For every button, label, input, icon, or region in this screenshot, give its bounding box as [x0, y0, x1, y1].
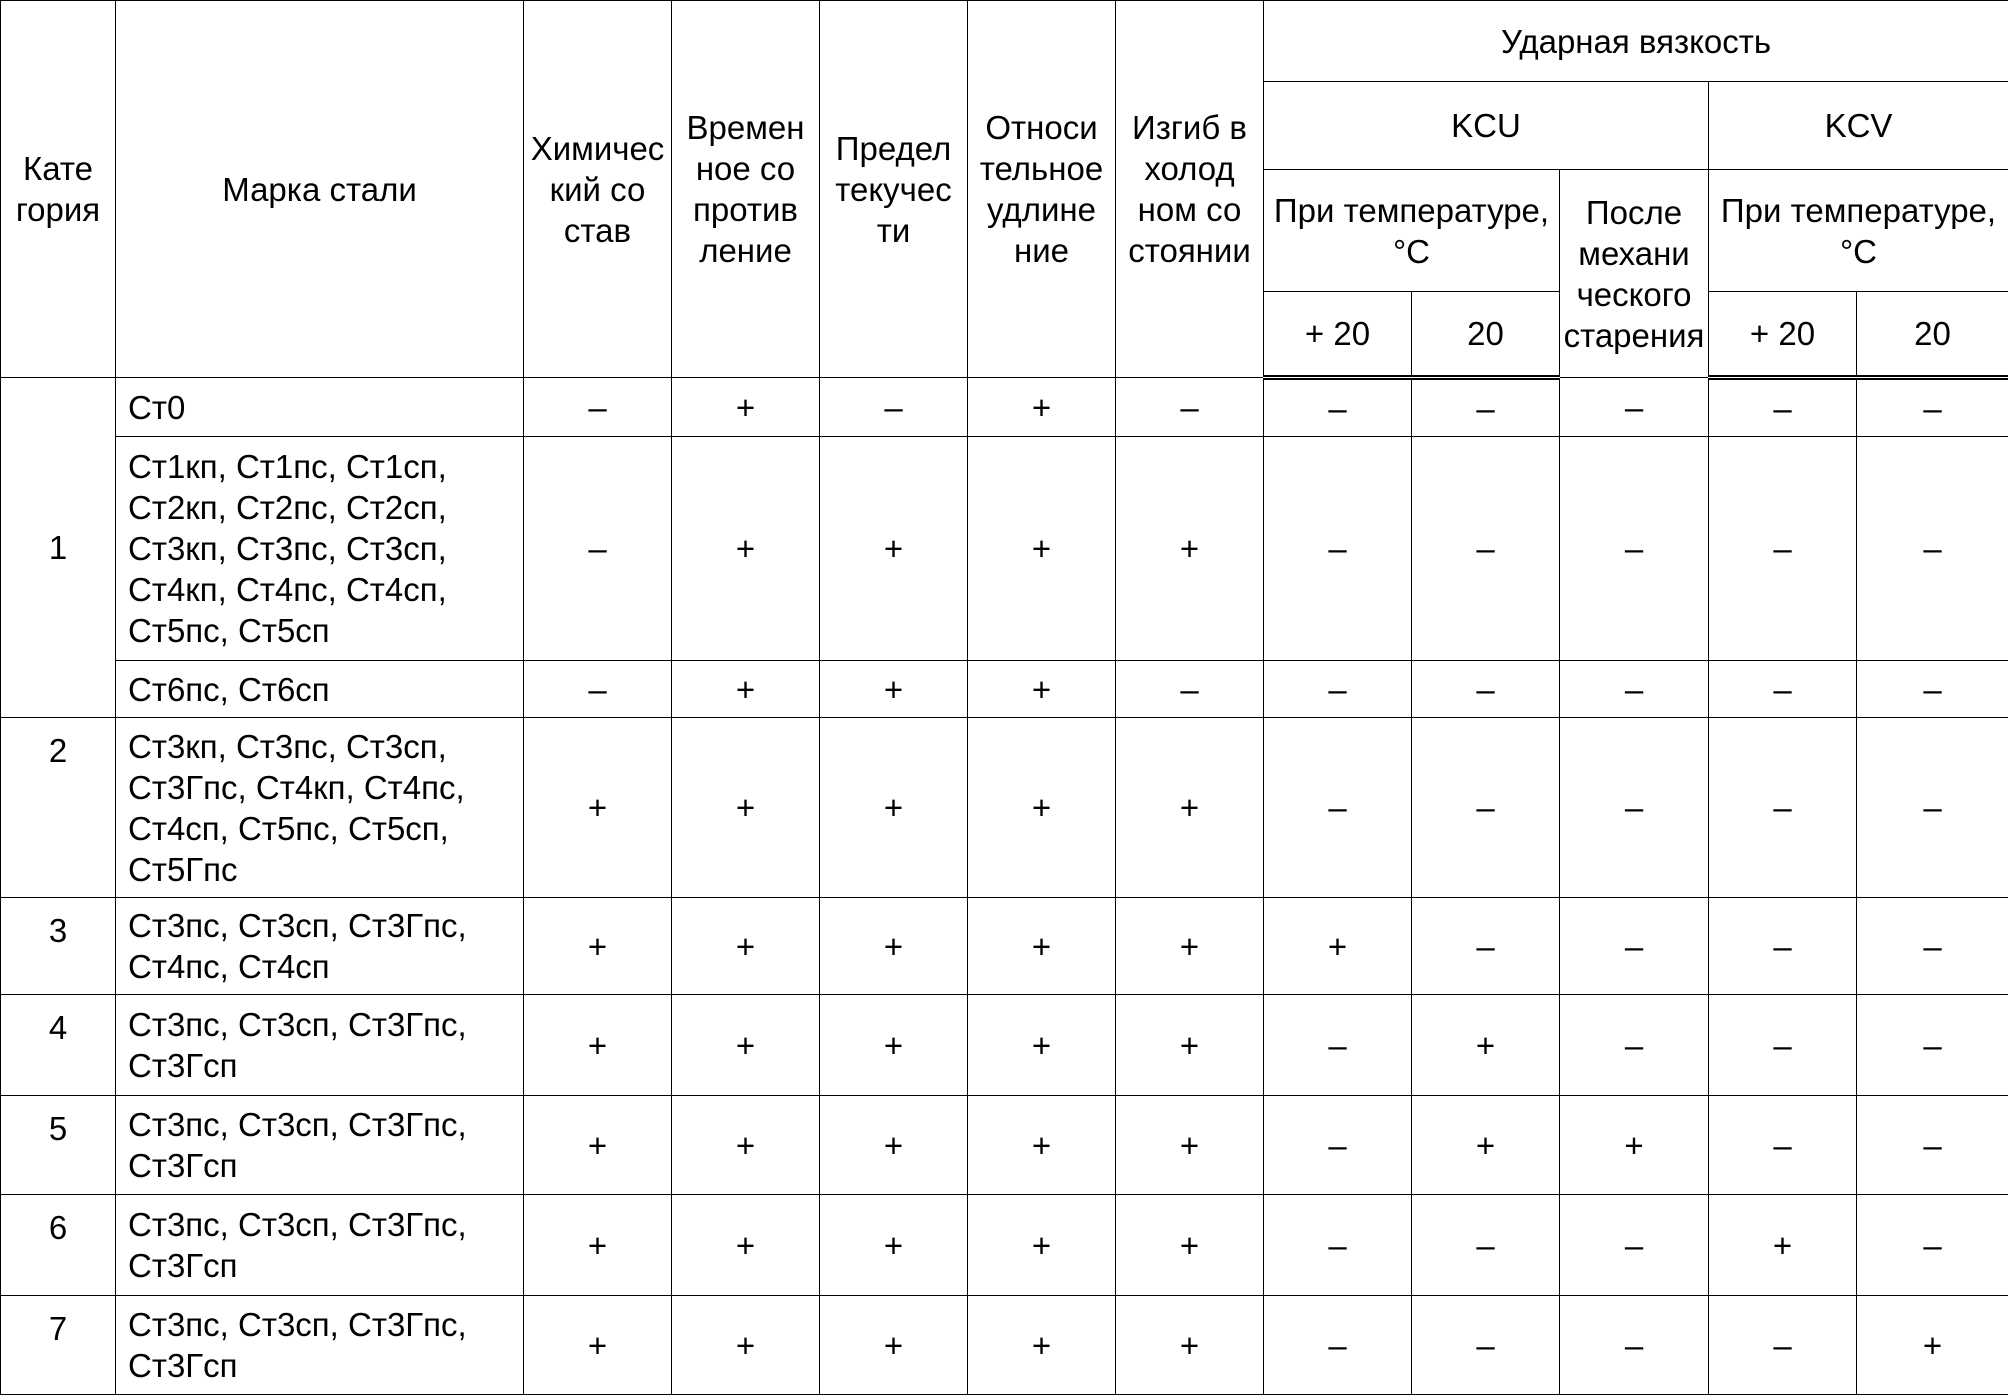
test-mark-cell: –	[1560, 1195, 1709, 1296]
test-mark-cell: –	[524, 661, 672, 718]
steel-grade-cell: Ст3пс, Ст3сп, Ст3Гпс, Ст3Гсп	[116, 1296, 524, 1395]
test-mark-cell: –	[1412, 1296, 1560, 1395]
category-cell: 5	[1, 1096, 116, 1195]
test-mark-cell: +	[524, 718, 672, 898]
test-mark-cell: –	[1560, 995, 1709, 1096]
test-mark-cell: +	[968, 661, 1116, 718]
test-mark-cell: –	[1709, 898, 1857, 995]
test-mark-cell: +	[968, 1296, 1116, 1395]
header-kcu-temperature: При температуре, °C	[1264, 170, 1560, 292]
test-mark-cell: –	[1857, 718, 2008, 898]
header-bend: Изгиб в холод ном со стоянии	[1116, 1, 1264, 378]
test-mark-cell: –	[1560, 898, 1709, 995]
test-mark-cell: –	[1709, 437, 1857, 661]
steel-grade-cell: Ст1кп, Ст1пс, Ст1сп, Ст2кп, Ст2пс, Ст2сп, Ст3кп, Ст3пс, Ст3сп, Ст4кп, Ст4пс, Ст4сп, Ст5пс, Ст5сп	[116, 437, 524, 661]
test-mark-cell: +	[524, 1096, 672, 1195]
test-mark-cell: +	[672, 1296, 820, 1395]
steel-grade-cell: Ст3пс, Ст3сп, Ст3Гпс, Ст3Гсп	[116, 995, 524, 1096]
header-tensile: Времен ное со против ление	[672, 1, 820, 378]
table-row	[1, 378, 2008, 437]
category-cell: 2	[1, 718, 116, 898]
header-elongation: Относи тельное удлине ние	[968, 1, 1116, 378]
steel-grade-cell: Ст3пс, Ст3сп, Ст3Гпс, Ст4пс, Ст4сп	[116, 898, 524, 995]
test-mark-cell: –	[1560, 437, 1709, 661]
test-mark-cell: +	[524, 898, 672, 995]
table-row	[1, 661, 2008, 718]
test-mark-cell: –	[1857, 661, 2008, 718]
test-mark-cell: –	[1264, 378, 1412, 437]
category-cell: 1	[1, 378, 116, 718]
test-mark-cell: +	[820, 1296, 968, 1395]
test-mark-cell: –	[1264, 718, 1412, 898]
test-mark-cell: +	[820, 718, 968, 898]
table-row	[1, 1096, 2008, 1195]
test-mark-cell: +	[968, 718, 1116, 898]
header-impact-strength: Ударная вязкость	[1264, 1, 2008, 82]
test-mark-cell: –	[1264, 1195, 1412, 1296]
test-mark-cell: +	[1116, 1195, 1264, 1296]
test-mark-cell: +	[1264, 898, 1412, 995]
test-mark-cell: +	[672, 1096, 820, 1195]
test-mark-cell: +	[820, 898, 968, 995]
steel-grade-cell: Ст3кп, Ст3пс, Ст3сп, Ст3Гпс, Ст4кп, Ст4пс, Ст4сп, Ст5пс, Ст5сп, Ст5Гпс	[116, 718, 524, 898]
test-mark-cell: –	[1857, 378, 2008, 437]
test-mark-cell: +	[968, 1195, 1116, 1296]
test-mark-cell: +	[1412, 1096, 1560, 1195]
test-mark-cell: –	[1560, 661, 1709, 718]
header-kcv-temp-2: 20	[1857, 292, 2008, 378]
steel-grade-cell: Ст3пс, Ст3сп, Ст3Гпс, Ст3Гсп	[116, 1096, 524, 1195]
test-mark-cell: –	[1857, 898, 2008, 995]
test-mark-cell: +	[524, 995, 672, 1096]
test-mark-cell: +	[524, 1195, 672, 1296]
test-mark-cell: +	[672, 898, 820, 995]
test-mark-cell: –	[1709, 995, 1857, 1096]
test-mark-cell: –	[1857, 1195, 2008, 1296]
test-mark-cell: +	[820, 437, 968, 661]
category-cell: 3	[1, 898, 116, 995]
test-mark-cell: +	[672, 718, 820, 898]
test-mark-cell: +	[672, 378, 820, 437]
test-mark-cell: –	[1709, 378, 1857, 437]
header-kcu-temp-2: 20	[1412, 292, 1560, 378]
test-mark-cell: –	[1264, 995, 1412, 1096]
test-mark-cell: –	[1264, 1296, 1412, 1395]
test-mark-cell: +	[672, 1195, 820, 1296]
header-kcv-temp-1: + 20	[1709, 292, 1857, 378]
header-kcu-temp-1: + 20	[1264, 292, 1412, 378]
test-mark-cell: +	[672, 661, 820, 718]
test-mark-cell: –	[1264, 1096, 1412, 1195]
test-mark-cell: +	[968, 995, 1116, 1096]
header-grade: Марка стали	[116, 1, 524, 378]
test-mark-cell: –	[1560, 378, 1709, 437]
test-mark-cell: +	[1116, 898, 1264, 995]
test-mark-cell: +	[524, 1296, 672, 1395]
test-mark-cell: +	[820, 1195, 968, 1296]
steel-grade-cell: Ст3пс, Ст3сп, Ст3Гпс, Ст3Гсп	[116, 1195, 524, 1296]
test-mark-cell: –	[1116, 661, 1264, 718]
test-mark-cell: +	[820, 1096, 968, 1195]
header-kcu-after-aging: После механи ческого старения	[1560, 170, 1709, 378]
table-row	[1, 1296, 2008, 1395]
header-row-1	[1, 1, 2008, 82]
test-mark-cell: +	[1116, 718, 1264, 898]
test-mark-cell: +	[968, 437, 1116, 661]
test-mark-cell: –	[1857, 1096, 2008, 1195]
steel-grade-cell: Ст0	[116, 378, 524, 437]
header-kcv: KCV	[1709, 82, 2008, 170]
test-mark-cell: –	[1264, 661, 1412, 718]
table-row	[1, 898, 2008, 995]
header-yield: Предел текучес ти	[820, 1, 968, 378]
category-cell: 6	[1, 1195, 116, 1296]
test-mark-cell: +	[1116, 1296, 1264, 1395]
test-mark-cell: –	[1560, 1296, 1709, 1395]
test-mark-cell: –	[1116, 378, 1264, 437]
test-mark-cell: –	[1857, 437, 2008, 661]
test-mark-cell: +	[1412, 995, 1560, 1096]
test-mark-cell: +	[672, 995, 820, 1096]
test-mark-cell: +	[1116, 437, 1264, 661]
test-mark-cell: +	[1116, 995, 1264, 1096]
test-mark-cell: +	[968, 1096, 1116, 1195]
test-mark-cell: +	[1857, 1296, 2008, 1395]
test-mark-cell: –	[524, 378, 672, 437]
test-mark-cell: –	[1709, 718, 1857, 898]
test-mark-cell: –	[1412, 1195, 1560, 1296]
test-mark-cell: –	[1709, 1096, 1857, 1195]
table-body	[1, 378, 2008, 1395]
steel-grade-cell: Ст6пс, Ст6сп	[116, 661, 524, 718]
test-mark-cell: –	[820, 378, 968, 437]
header-kcv-temperature: При температуре, °C	[1709, 170, 2008, 292]
test-mark-cell: –	[1412, 898, 1560, 995]
test-mark-cell: +	[820, 995, 968, 1096]
test-mark-cell: +	[1560, 1096, 1709, 1195]
test-mark-cell: –	[524, 437, 672, 661]
test-mark-cell: +	[1709, 1195, 1857, 1296]
table-row	[1, 718, 2008, 898]
test-mark-cell: +	[820, 661, 968, 718]
test-mark-cell: +	[1116, 1096, 1264, 1195]
test-mark-cell: –	[1412, 378, 1560, 437]
test-mark-cell: –	[1264, 437, 1412, 661]
test-mark-cell: –	[1560, 718, 1709, 898]
category-cell: 7	[1, 1296, 116, 1395]
test-mark-cell: +	[672, 437, 820, 661]
table-row	[1, 995, 2008, 1096]
test-mark-cell: –	[1709, 661, 1857, 718]
test-mark-cell: –	[1412, 718, 1560, 898]
test-mark-cell: –	[1412, 437, 1560, 661]
test-mark-cell: –	[1857, 995, 2008, 1096]
test-mark-cell: +	[968, 898, 1116, 995]
test-mark-cell: –	[1709, 1296, 1857, 1395]
category-cell: 4	[1, 995, 116, 1096]
table-row	[1, 437, 2008, 661]
table-row	[1, 1195, 2008, 1296]
header-kcu: KCU	[1264, 82, 1709, 170]
test-mark-cell: –	[1412, 661, 1560, 718]
test-mark-cell: +	[968, 378, 1116, 437]
header-chemical: Химичес кий со став	[524, 1, 672, 378]
header-category: Кате гория	[1, 1, 116, 378]
